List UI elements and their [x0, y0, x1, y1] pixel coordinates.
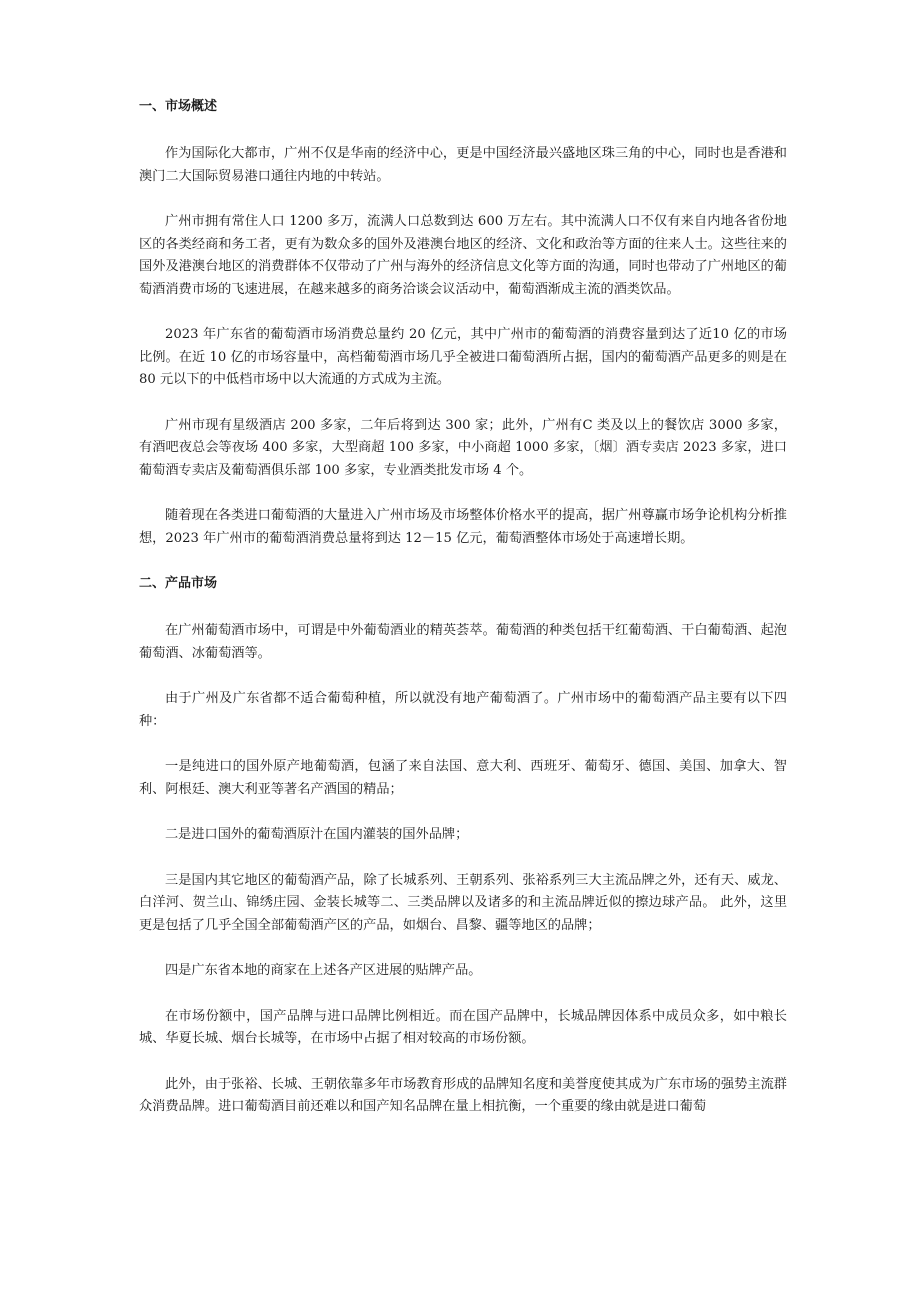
paragraph: 广州市拥有常住人口 1200 多万，流满人口总数到达 600 万左右。其中流满人口不仅有来自内地各省份地区的各类经商和务工者，更有为数众多的国外及港澳台地区的经济、文化和政治等方面的往来人士。这些往来的国外及港澳台地区的消费群体不仅带动了广州与海外的经济信息文化等方面的沟通，同时也带动了广州地区的葡萄酒消费市场的飞速进展，在越来越多的商务洽谈会议活动中，葡萄酒渐成主流的酒类饮品。 [139, 214, 787, 297]
paragraph: 二是进口国外的葡萄酒原汁在国内灌装的国外品牌； [165, 827, 469, 842]
paragraph: 由于广州及广东省都不适合葡萄种植，所以就没有地产葡萄酒了。广州市场中的葡萄酒产品主要有以下四种： [139, 691, 787, 729]
paragraph: 作为国际化大都市，广州不仅是华南的经济中心，更是中国经济最兴盛地区珠三角的中心，同时也是香港和澳门二大国际贸易港口通往内地的中转站。 [139, 146, 787, 184]
paragraph: 2023 年广东省的葡萄酒市场消费总量约 20 亿元，其中广州市的葡萄酒的消费容量到达了近10 亿的市场比例。在近 10 亿的市场容量中，高档葡萄酒市场几乎全被进口葡萄酒所占据，国内的葡萄酒产品更多的则是在 80 元以下的中低档市场中以大流通的方式成为主流。 [139, 327, 787, 387]
paragraph: 此外，由于张裕、长城、王朝依靠多年市场教育形成的品牌知名度和美誉度使其成为广东市场的强势主流群众消费品牌。进口葡萄酒目前还难以和国产知名品牌在量上相抗衡，一个重要的缘由就是进口葡萄 [139, 1076, 787, 1114]
paragraph: 四是广东省本地的商家在上述各产区进展的贴牌产品。 [165, 963, 482, 978]
document-page [139, 96, 787, 1119]
paragraph: 三是国内其它地区的葡萄酒产品，除了长城系列、王朝系列、张裕系列三大主流品牌之外，还有天、威龙、白洋河、贺兰山、锦绣庄园、金装长城等二、三类品牌以及诸多的和主流品牌近似的擦边球产品。 此外，这里更是包括了几乎全国全部葡萄酒产区的产品，如烟台、昌黎、疆等地区的品牌； [139, 872, 787, 933]
paragraph: 在市场份额中，国产品牌与进口品牌比例相近。而在国产品牌中，长城品牌因体系中成员众多，如中粮长城、华夏长城、烟台长城等，在市场中占据了相对较高的市场份额。 [139, 1008, 787, 1046]
paragraph: 随着现在各类进口葡萄酒的大量进入广州市场及市场整体价格水平的提高，据广州尊赢市场争论机构分析推想，2023 年广州市的葡萄酒消费总量将到达 12－15 亿元，葡萄酒整体市场处于高速增长期。 [139, 508, 787, 546]
paragraph: 在广州葡萄酒市场中，可谓是中外葡萄酒业的精英荟萃。葡萄酒的种类包括干红葡萄酒、干白葡萄酒、起泡葡萄酒、冰葡萄酒等。 [139, 623, 787, 661]
section-heading-market-overview: 一、市场概述 [139, 99, 218, 114]
paragraph: 一是纯进口的国外原产地葡萄酒，包涵了来自法国、意大利、西班牙、葡萄牙、德国、美国、加拿大、智利、阿根廷、澳大利亚等著名产酒国的精品； [139, 759, 787, 797]
section-heading-product-market: 二、产品市场 [139, 576, 218, 591]
paragraph: 广州市现有星级酒店 200 多家，二年后将到达 300 家；此外，广州有C 类及以上的餐饮店 3000 多家，有酒吧夜总会等夜场 400 多家，大型商超 100 多家，中小商超 1000 多家，〔烟〕酒专卖店 2023 多家，进口葡萄酒专卖店及葡萄酒俱乐部 100 多家，专业酒类批发市场 4 个。 [139, 417, 787, 478]
